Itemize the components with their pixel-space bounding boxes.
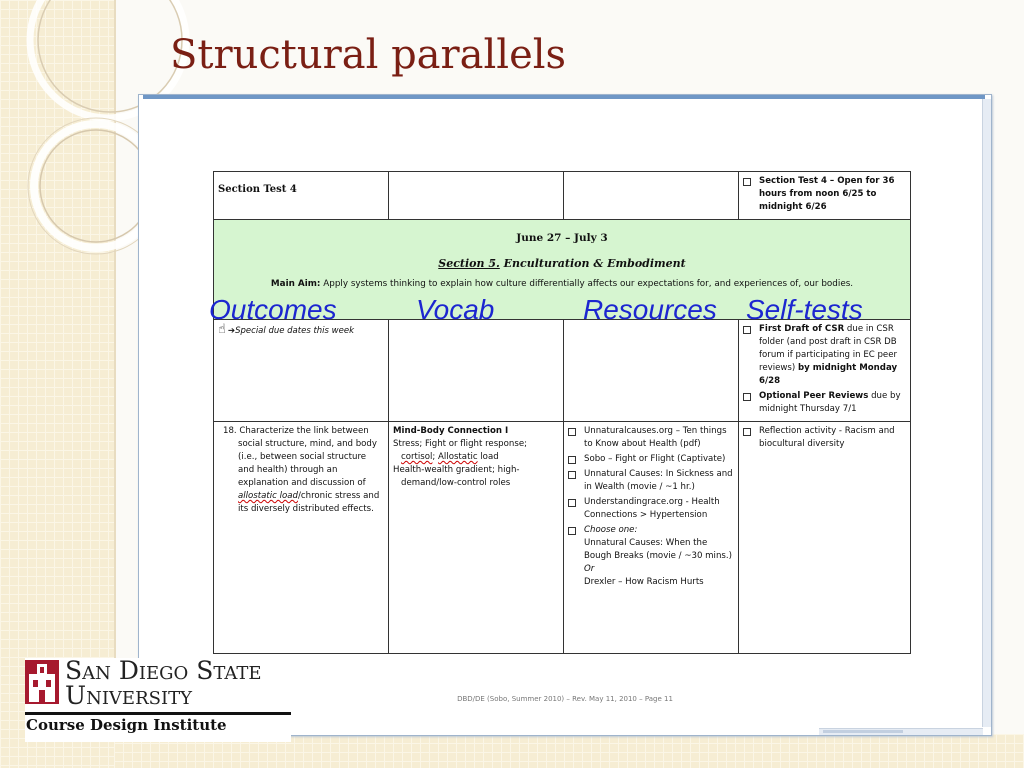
outcome-number: 18. [223,426,237,436]
resource-item: Unnatural Causes: When the Bough Breaks (movie / ~30 mins.) [584,538,732,561]
vocab-term: Allostatic [438,452,478,462]
university-name [65,658,262,708]
checkbox-icon [743,428,751,436]
due-item-text: due by midnight Thursday 7/1 [759,391,901,414]
checkbox-icon [743,393,751,401]
resources-label: Resources [583,294,717,325]
section-title: Enculturation & Embodiment [503,257,686,270]
selftest-cell [739,422,911,654]
checkbox-icon [568,456,576,464]
list-item [743,390,906,416]
table-row [214,320,911,422]
list-item [743,175,906,214]
vocab-line [393,451,559,464]
selftest-item: Reflection activity - Racism and biocultural diversity [759,426,895,449]
due-item-title: Optional Peer Reviews [759,391,869,401]
resources-cell [564,422,739,654]
vocab-line: demand/low-control roles [401,478,511,488]
main-aim [218,278,906,291]
list-item [568,496,734,522]
resource-item: Sobo – Fight or Flight (Captivate) [584,454,726,464]
due-dates-cell [739,320,911,422]
list-item [568,468,734,494]
vocab-line: Health-wealth gradient; high- [393,465,520,475]
outcomes-label: Outcomes [209,294,337,325]
document-screenshot [138,94,992,736]
institute-name: Course Design Institute [26,716,227,734]
resource-item: Unnaturalcauses.org – Ten things to Know about Health (pdf) [584,426,727,449]
university-branding [25,658,291,742]
divider [25,712,291,715]
vocab-term: cortisol [401,452,433,462]
document-footer: DBD/DE (Sobo, Summer 2010) – Rev. May 11, 2010 – Page 11 [457,695,673,703]
section-test-item: Section Test 4 – Open for 36 hours from noon 6/25 to midnight 6/26 [759,176,895,212]
selftest-cell [739,172,911,220]
schedule-table [213,171,911,654]
outcome-italic: allostatic load [238,491,298,501]
self-tests-label: Self-tests [746,294,863,325]
outcome-text: Characterize the link between social structure, mind, and body (i.e., between social structure and health) through an explanation and discussion of [238,426,377,488]
week-dates: June 27 – July 3 [516,232,608,244]
checkbox-icon [568,471,576,479]
checkbox-icon [568,428,576,436]
document-top-rule [143,95,985,99]
special-dates-cell [214,320,389,422]
list-item [743,425,906,451]
checkbox-icon [568,527,576,535]
empty-cell [389,320,564,422]
vocab-line: Stress; Fight or flight response; [393,439,527,449]
list-item [743,323,906,388]
outcome-text-end: /chronic stress and its diversely distributed effects. [238,491,380,514]
checkbox-icon [743,178,751,186]
section-prefix: Section 5. [438,257,500,270]
list-item [568,524,734,589]
due-item-title: First Draft of CSR [759,324,845,334]
resource-or: Or [584,564,595,574]
list-item [568,425,734,451]
resource-choose: Choose one: [584,525,638,535]
special-dates-text: Special due dates this week [235,326,355,336]
document-scrollbar [982,99,991,727]
university-line1: San Diego State [65,656,262,685]
vocab-label: Vocab [416,294,495,325]
section-test-label: Section Test 4 [214,172,389,220]
checkbox-icon [568,499,576,507]
table-row [214,172,911,220]
resource-item: Unnatural Causes: In Sickness and in Wealth (movie / ~1 hr.) [584,469,733,492]
empty-cell [564,320,739,422]
vocab-term: load [477,452,499,462]
main-aim-text: Apply systems thinking to explain how culture differentially affects our expectations for, and experiences of, our bodies. [323,279,854,289]
section-heading [218,257,906,270]
main-aim-label: Main Aim: [270,279,321,289]
due-item-date: by midnight Monday 6/28 [759,363,898,386]
checkbox-icon [743,326,751,334]
university-line2: University [65,681,192,710]
arrow-icon: ➔ [227,326,236,336]
slide-title: Structural parallels [170,32,567,78]
vocab-title: Mind-Body Connection I [393,426,509,436]
resource-item: Drexler – How Racism Hurts [584,577,704,587]
sdsu-tower-logo-icon [25,660,59,704]
due-item-text: due in CSR folder (and post draft in CSR DB forum if participating in EC peer reviews) [759,324,898,373]
list-item [568,453,734,466]
vocab-sep: ; [432,452,439,462]
empty-cell [564,172,739,220]
resource-item: Understandingrace.org - Health Connections > Hypertension [584,497,720,520]
hand-icon: ☝ [218,322,226,337]
document-status-bar [819,728,983,735]
table-row [214,422,911,654]
empty-cell [389,172,564,220]
vocab-cell [389,422,564,654]
outcome-cell [214,422,389,654]
